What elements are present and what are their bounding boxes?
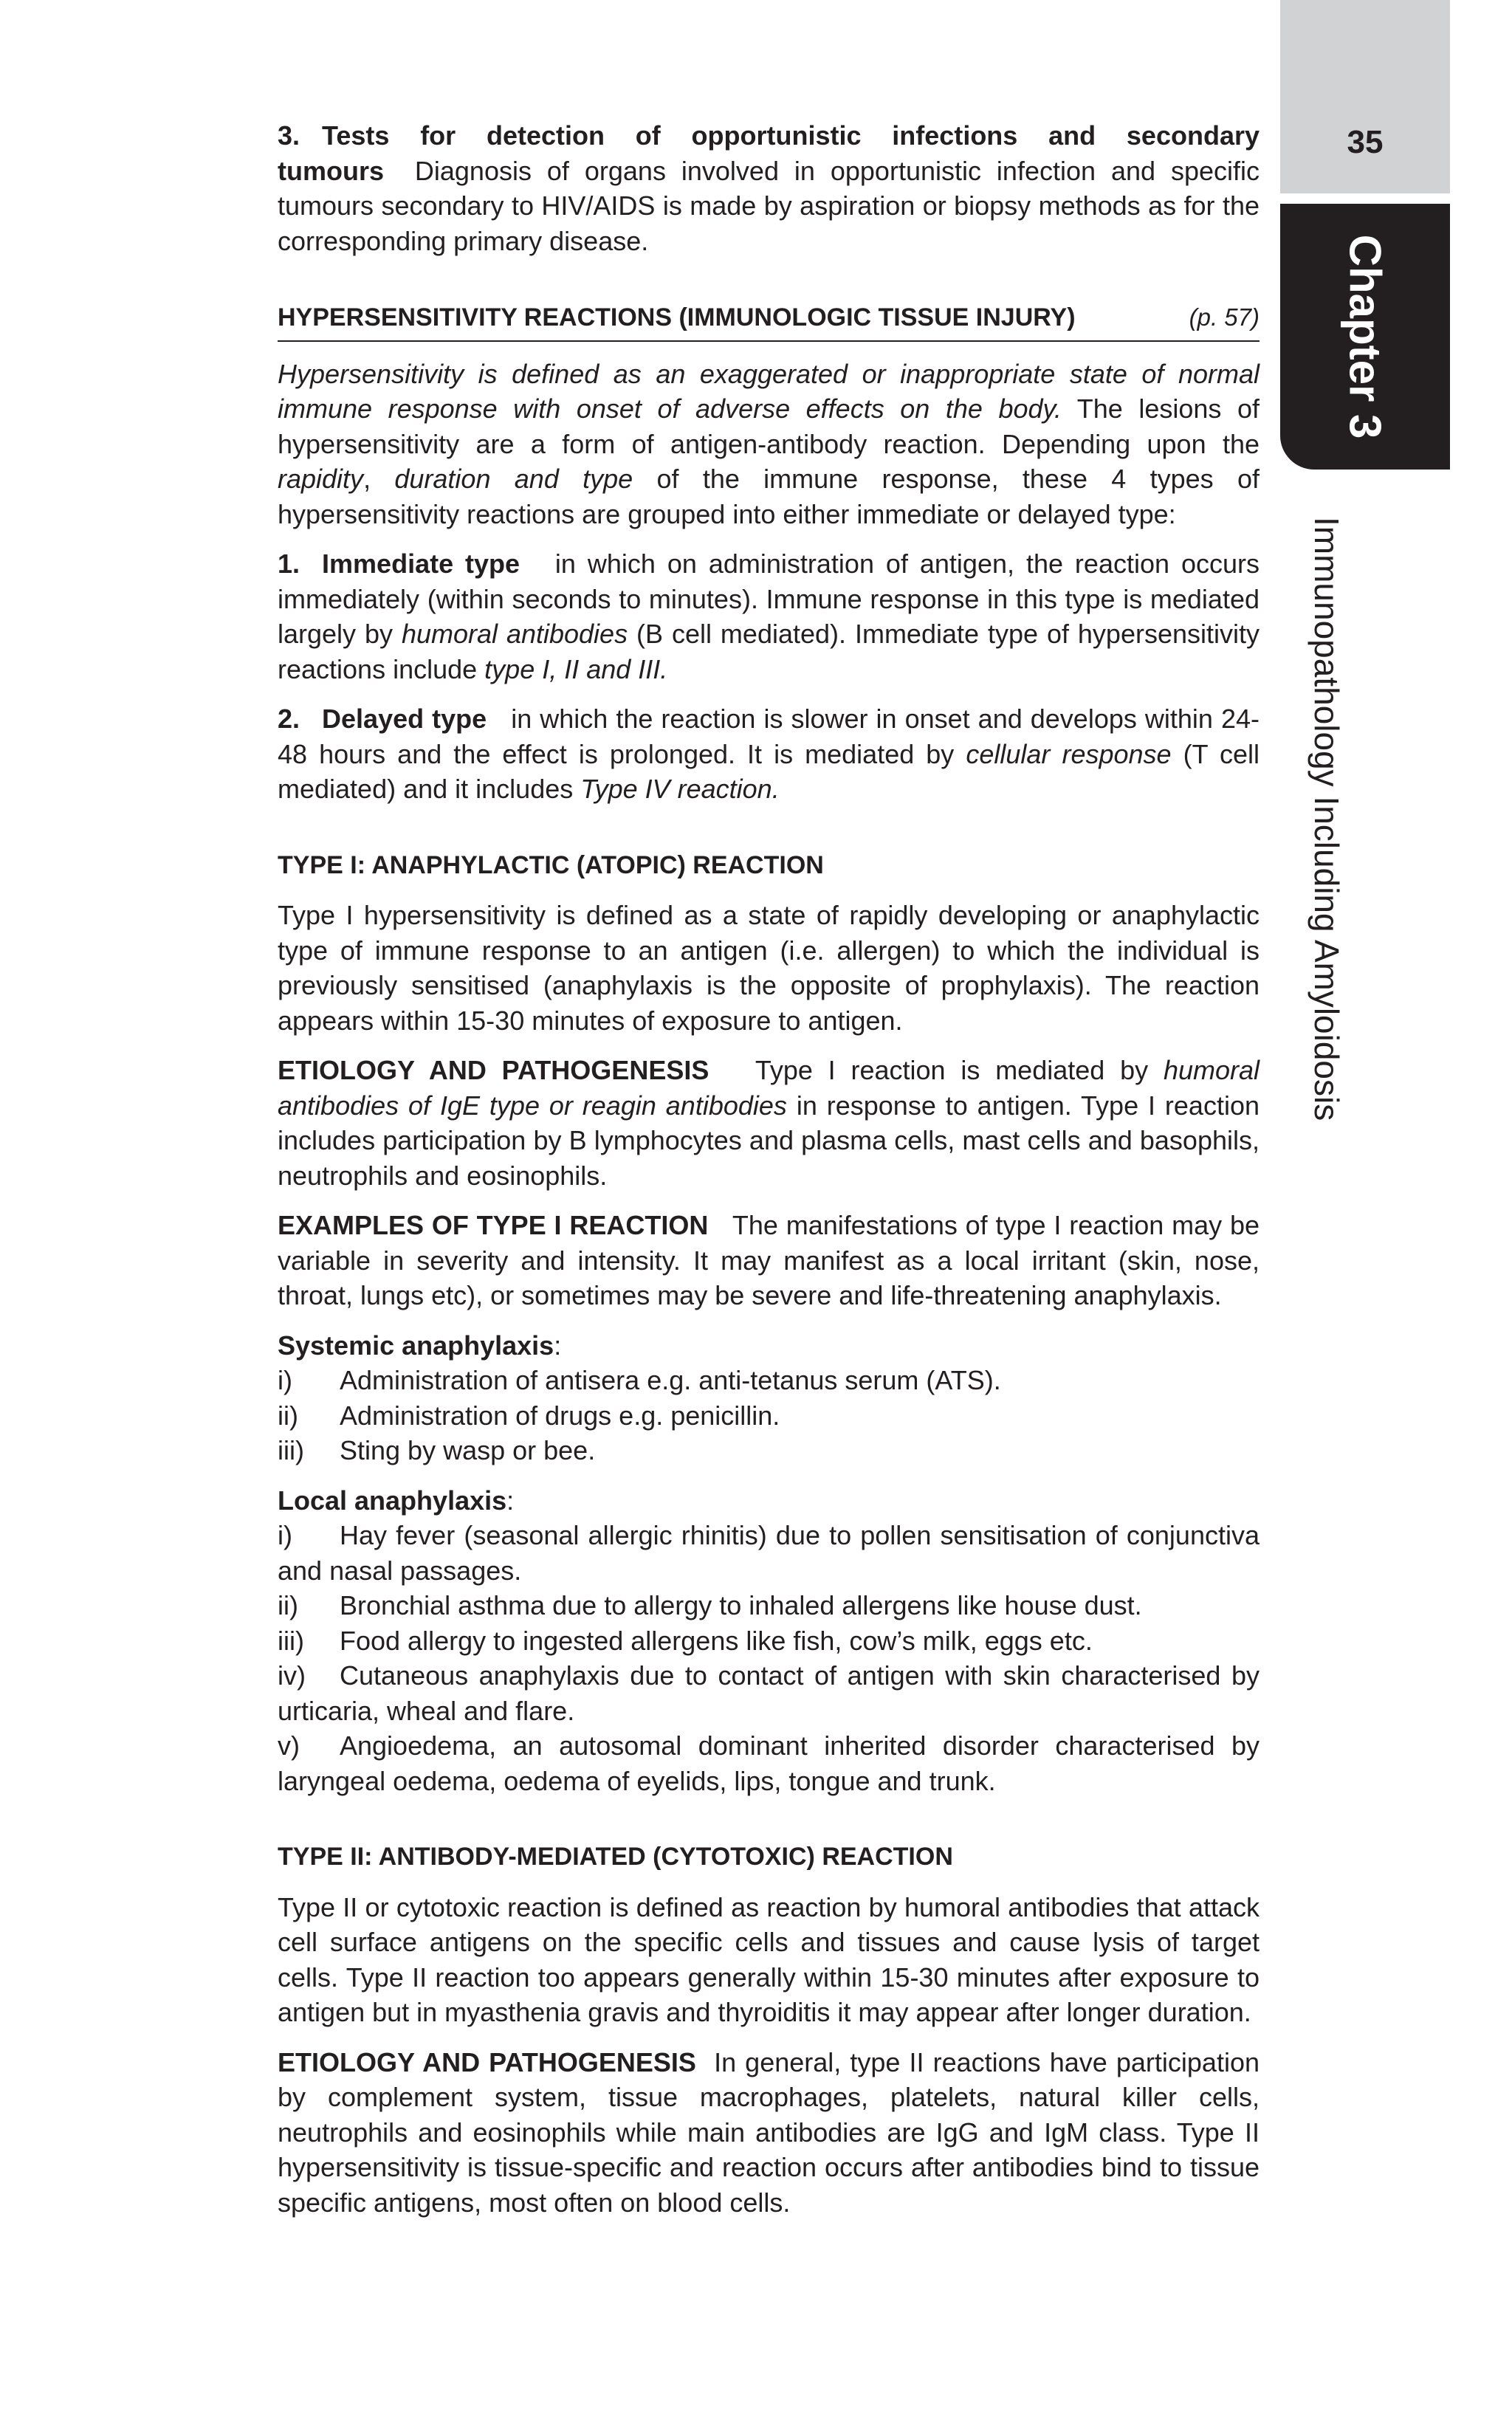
delayed-type-paragraph <box>278 701 1260 807</box>
delayed-title: Delayed type <box>322 704 487 734</box>
hypersensitivity-definition <box>278 357 1260 532</box>
hypersensitivity-heading-text: HYPERSENSITIVITY REACTIONS (IMMUNOLOGIC TISSUE INJURY) <box>278 303 1076 331</box>
immediate-italic-1: humoral antibodies <box>401 619 628 649</box>
immediate-text-2: (B cell mediated). Immediate type of hypersensitivity reactions include <box>278 619 1260 684</box>
local-item <box>278 1518 1260 1588</box>
definition-italic-2: rapidity <box>278 464 364 494</box>
systemic-anaphylaxis-list <box>278 1363 1260 1468</box>
running-chapter-title <box>1301 517 1347 1181</box>
systemic-item-text: Administration of drugs e.g. penicillin. <box>340 1400 780 1431</box>
running-chapter-title-text: Immunopathology Including Amyloidosis <box>1307 517 1346 1121</box>
item-3-text: Diagnosis of organs involved in opportunistic infection and specific tumours secondary to HIV/AIDS is made by aspiration or biopsy methods as for the corresponding primary disease. <box>278 155 1260 256</box>
item-3-paragraph <box>278 118 1260 258</box>
immediate-text-1: in which on administration of antigen, the reaction occurs immediately (within seconds to minutes). Immune response in this type is mediated largely by <box>278 549 1260 649</box>
local-anaphylaxis-label: Local anaphylaxis: <box>278 1485 515 1516</box>
page-number: 35 <box>1347 124 1384 160</box>
local-item <box>278 1658 1260 1728</box>
type-1-heading: TYPE I: ANAPHYLACTIC (ATOPIC) REACTION <box>278 850 824 879</box>
hypersensitivity-heading <box>278 300 1260 342</box>
systemic-item-text: Sting by wasp or bee. <box>340 1435 596 1465</box>
type-1-definition: Type I hypersensitivity is defined as a state of rapidly developing or anaphylactic type of immune response to an antigen (i.e. allergen) to which the individual is previously sensitised (anaphylaxis is the opposite of prophylaxis). The reaction appears within 15-30 minutes of exposure to antigen. <box>278 900 1260 1036</box>
type-1-examples-paragraph <box>278 1208 1260 1313</box>
definition-italic-3: duration and type <box>394 464 633 494</box>
type-1-etiology-paragraph <box>278 1053 1260 1193</box>
systemic-label-text: Systemic anaphylaxis <box>278 1330 554 1361</box>
type-1-examples-label: EXAMPLES OF TYPE I REACTION <box>278 1210 709 1240</box>
type-1-etiology-text-2: in response to antigen. Type I reaction includes participation by B lymphocytes and plasma cells, mast cells and basophils, neutrophils and eosinophils. <box>278 1090 1260 1191</box>
definition-text-2: , <box>363 464 395 494</box>
delayed-italic-2: Type IV reaction. <box>580 774 780 804</box>
type-2-etiology-label: ETIOLOGY AND PATHOGENESIS <box>278 2046 696 2077</box>
delayed-text-1: in which the reaction is slower in onset and develops within 24-48 hours and the effect is prolonged. It is mediated by <box>278 704 1260 769</box>
item-3-title: Tests for detection of opportunistic infections and secondary tumours <box>278 120 1260 186</box>
delayed-italic-1: cellular response <box>966 738 1172 769</box>
delayed-number: 2. <box>278 704 300 734</box>
local-item <box>278 1728 1260 1798</box>
immediate-title: Immediate type <box>322 549 520 579</box>
type-1-etiology-label: ETIOLOGY AND PATHOGENESIS <box>278 1055 709 1085</box>
definition-text-3: of the immune response, these 4 types of hypersensitivity reactions are grouped into either immediate or delayed type: <box>278 464 1260 529</box>
chapter-tab-label: Chapter 3 <box>1340 234 1390 439</box>
definition-italic: Hypersensitivity is defined as an exaggerated or inappropriate state of normal immune response with onset of adverse effects on the body. <box>278 358 1260 424</box>
immediate-number: 1. <box>278 549 300 579</box>
local-item-number: iii) <box>278 1625 304 1656</box>
local-label-text: Local anaphylaxis <box>278 1485 507 1516</box>
local-item-text: Cutaneous anaphylaxis due to contact of antigen with skin characterised by urticaria, wheal and flare. <box>278 1660 1260 1726</box>
immediate-italic-2: type I, II and III. <box>484 653 668 684</box>
type-1-etiology-italic: humoral antibodies of IgE type or reagin antibodies <box>278 1055 1260 1121</box>
chapter-tab <box>1280 204 1450 470</box>
systemic-item-number: i) <box>278 1365 292 1395</box>
local-item <box>278 1588 1260 1623</box>
local-item <box>278 1623 1260 1659</box>
systemic-item-text: Administration of antisera e.g. anti-tetanus serum (ATS). <box>340 1365 1001 1395</box>
systemic-item <box>278 1398 1260 1434</box>
systemic-item <box>278 1433 1260 1468</box>
local-anaphylaxis-list <box>278 1518 1260 1798</box>
systemic-item <box>278 1363 1260 1398</box>
local-item-number: v) <box>278 1730 300 1761</box>
type-2-etiology-paragraph <box>278 2045 1260 2221</box>
systemic-item-number: iii) <box>278 1435 304 1465</box>
immediate-type-paragraph <box>278 546 1260 687</box>
type-1-examples-text: The manifestations of type I reaction may be variable in severity and intensity. It may manifest as a local irritant (skin, nose, throat, lungs etc), or sometimes may be severe and life-threatening anaphylaxis. <box>278 1210 1260 1310</box>
type-1-etiology-text-1: Type I reaction is mediated by <box>755 1055 1164 1085</box>
type-2-etiology-text: In general, type II reactions have participation by complement system, tissue macrophages, platelets, natural killer cells, neutrophils and eosinophils while main antibodies are IgG and IgM class. Type II hypersensitivity is tissue-specific and reaction occurs after antibodies bind to tissue specific antigens, most often on blood cells. <box>278 2046 1260 2218</box>
systemic-item-number: ii) <box>278 1400 298 1431</box>
definition-text-1: The lesions of hypersensitivity are a form of antigen-antibody reaction. Depending upon the <box>278 393 1260 459</box>
local-item-text: Angioedema, an autosomal dominant inherited disorder characterised by laryngeal oedema, oedema of eyelids, lips, tongue and trunk. <box>278 1730 1260 1796</box>
local-item-text: Food allergy to ingested allergens like fish, cow’s milk, eggs etc. <box>340 1625 1093 1656</box>
local-item-text: Hay fever (seasonal allergic rhinitis) due to pollen sensitisation of conjunctiva and nasal passages. <box>278 1520 1260 1586</box>
item-3-number: 3. <box>278 120 300 151</box>
local-item-number: i) <box>278 1520 292 1550</box>
type-2-heading: TYPE II: ANTIBODY-MEDIATED (CYTOTOXIC) REACTION <box>278 1843 953 1871</box>
local-item-number: ii) <box>278 1590 298 1620</box>
local-item-number: iv) <box>278 1660 306 1691</box>
type-2-definition: Type II or cytotoxic reaction is defined as reaction by humoral antibodies that attack cell surface antigens on the specific cells and tissues and cause lysis of target cells. Type II reaction too appears generally within 15-30 minutes after exposure to antigen but in myasthenia gravis and thyroiditis it may appear after longer duration. <box>278 1891 1260 2027</box>
systemic-anaphylaxis-label: Systemic anaphylaxis: <box>278 1330 562 1361</box>
local-item-text: Bronchial asthma due to allergy to inhaled allergens like house dust. <box>340 1590 1142 1620</box>
delayed-text-2: (T cell mediated) and it includes <box>278 738 1260 804</box>
main-text-column <box>278 118 1260 2220</box>
page-corner-tab <box>1280 0 1450 193</box>
page-reference: (p. 57) <box>1189 303 1260 331</box>
